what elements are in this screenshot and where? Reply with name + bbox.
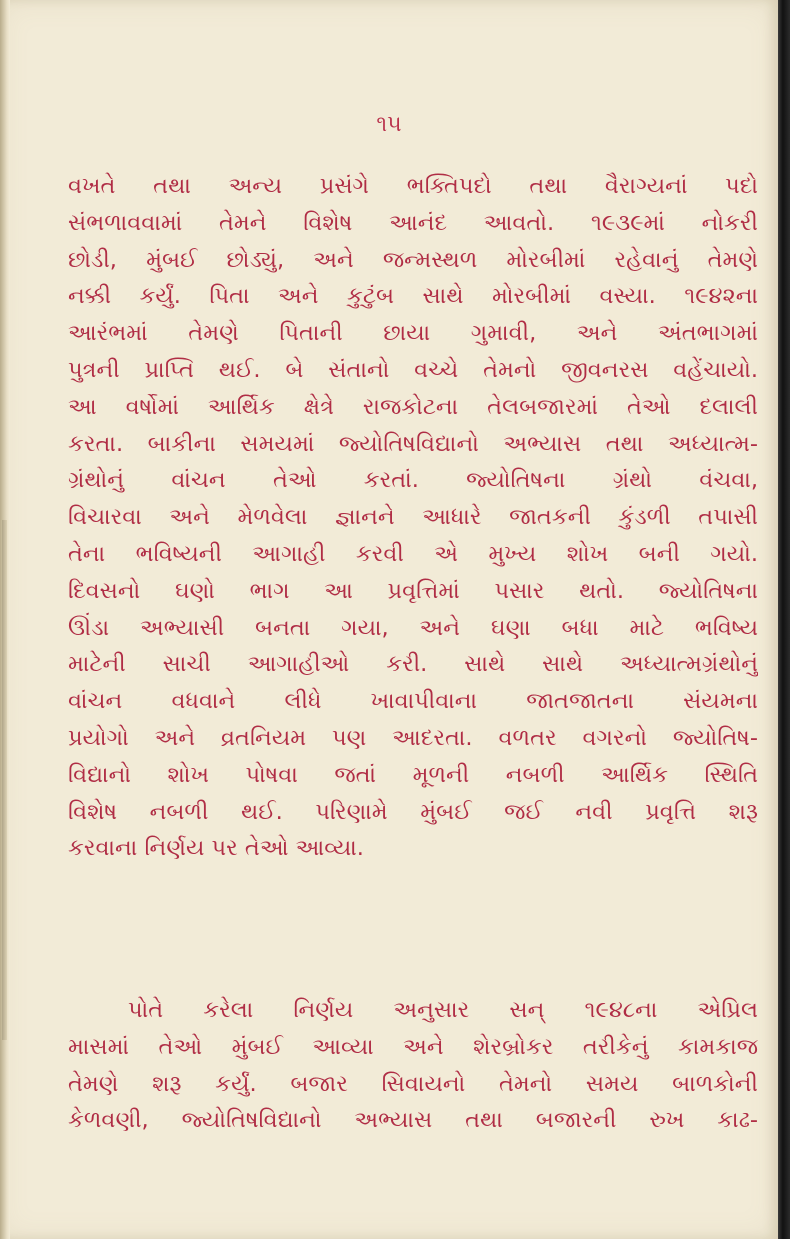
text-line: માસમાં તેઓ મુંબઈ આવ્યા અને શેરબ્રોકર તરીકેનું કામકાજ: [68, 1033, 758, 1060]
paragraph-1: [68, 168, 758, 867]
text-line: વખતે તથા અન્ય પ્રસંગે ભક્તિપદો તથા વૈરાગ્યનાં પદો: [68, 173, 758, 199]
binding-shadow: [2, 520, 7, 1040]
text-line: આ વર્ષોમાં આર્થિક ક્ષેત્રે રાજકોટના તેલબજારમાં તેઓ દલાલી: [68, 393, 758, 420]
text-line: દિવસનો ઘણો ભાગ આ પ્રવૃત્તિમાં પસાર થતો. જ્યોતિષના: [68, 577, 758, 604]
text-line: સંભળાવવામાં તેમને વિશેષ આનંદ આવતો. ૧૯૩૯માં નોકરી: [68, 209, 758, 236]
text-line: વિચારવા અને મેળવેલા જ્ઞાનને આધારે જાતકની કુંડળી તપાસી: [68, 504, 758, 531]
paragraph-2: [68, 992, 758, 1139]
text-line: ઊંડા અભ્યાસી બનતા ગયા, અને ઘણા બધા માટે ભવિષ્ય: [68, 614, 758, 641]
text-line: નક્કી કર્યું. પિતા અને કુટુંબ સાથે મોરબીમાં વસ્યા. ૧૯૪૨ના: [68, 283, 758, 310]
text-line: આરંભમાં તેમણે પિતાની છાયા ગુમાવી, અને અંતભાગમાં: [68, 320, 758, 347]
text-line: વિદ્યાનો શોખ પોષવા જતાં મૂળની નબળી આર્થિક સ્થિતિ: [68, 761, 758, 788]
text-line: તેના ભવિષ્યની આગાહી કરવી એ મુખ્ય શોખ બની ગયો.: [68, 540, 758, 567]
page-number: ૧૫: [376, 112, 402, 137]
text-line: કેળવણી, જ્યોતિષવિદ્યાનો અભ્યાસ તથા બજારની રુખ કાઢ-: [68, 1107, 758, 1134]
text-line: પ્રયોગો અને વ્રતનિયમ પણ આદરતા. વળતર વગરનો જ્યોતિષ-: [68, 724, 758, 751]
text-line: તેમણે શરૂ કર્યું. બજાર સિવાયનો તેમનો સમય બાળકોની: [68, 1070, 758, 1097]
book-spine: [778, 0, 790, 1239]
text-line: પોતે કરેલા નિર્ણય અનુસાર સન્ ૧૯૪૮ના એપ્રિલ: [128, 997, 758, 1023]
text-line: વાંચન વધવાને લીધે ખાવાપીવાના જાતજાતના સંયમના: [68, 688, 758, 715]
text-line: છોડી, મુંબઈ છોડ્યું, અને જન્મસ્થળ મોરબીમાં રહેવાનું તેમણે: [68, 246, 758, 273]
text-line: માટેની સાચી આગાહીઓ કરી. સાથે સાથે અધ્યાત્મગ્રંથોનું: [68, 651, 758, 678]
text-line: ગ્રંથોનું વાંચન તેઓ કરતાં. જ્યોતિષના ગ્રંથો વંચવા,: [68, 467, 758, 494]
text-line: વિશેષ નબળી થઈ. પરિણામે મુંબઈ જઈ નવી પ્રવૃત્તિ શરૂ: [68, 798, 758, 825]
text-line: કરતા. બાકીના સમયમાં જ્યોતિષવિદ્યાનો અભ્યાસ તથા અધ્યાત્મ-: [68, 430, 758, 457]
text-line: કરવાના નિર્ણય પર તેઓ આવ્યા.: [68, 835, 364, 862]
text-line: પુત્રની પ્રાપ્તિ થઈ. બે સંતાનો વચ્ચે તેમનો જીવનરસ વહેંચાયો.: [68, 356, 758, 383]
